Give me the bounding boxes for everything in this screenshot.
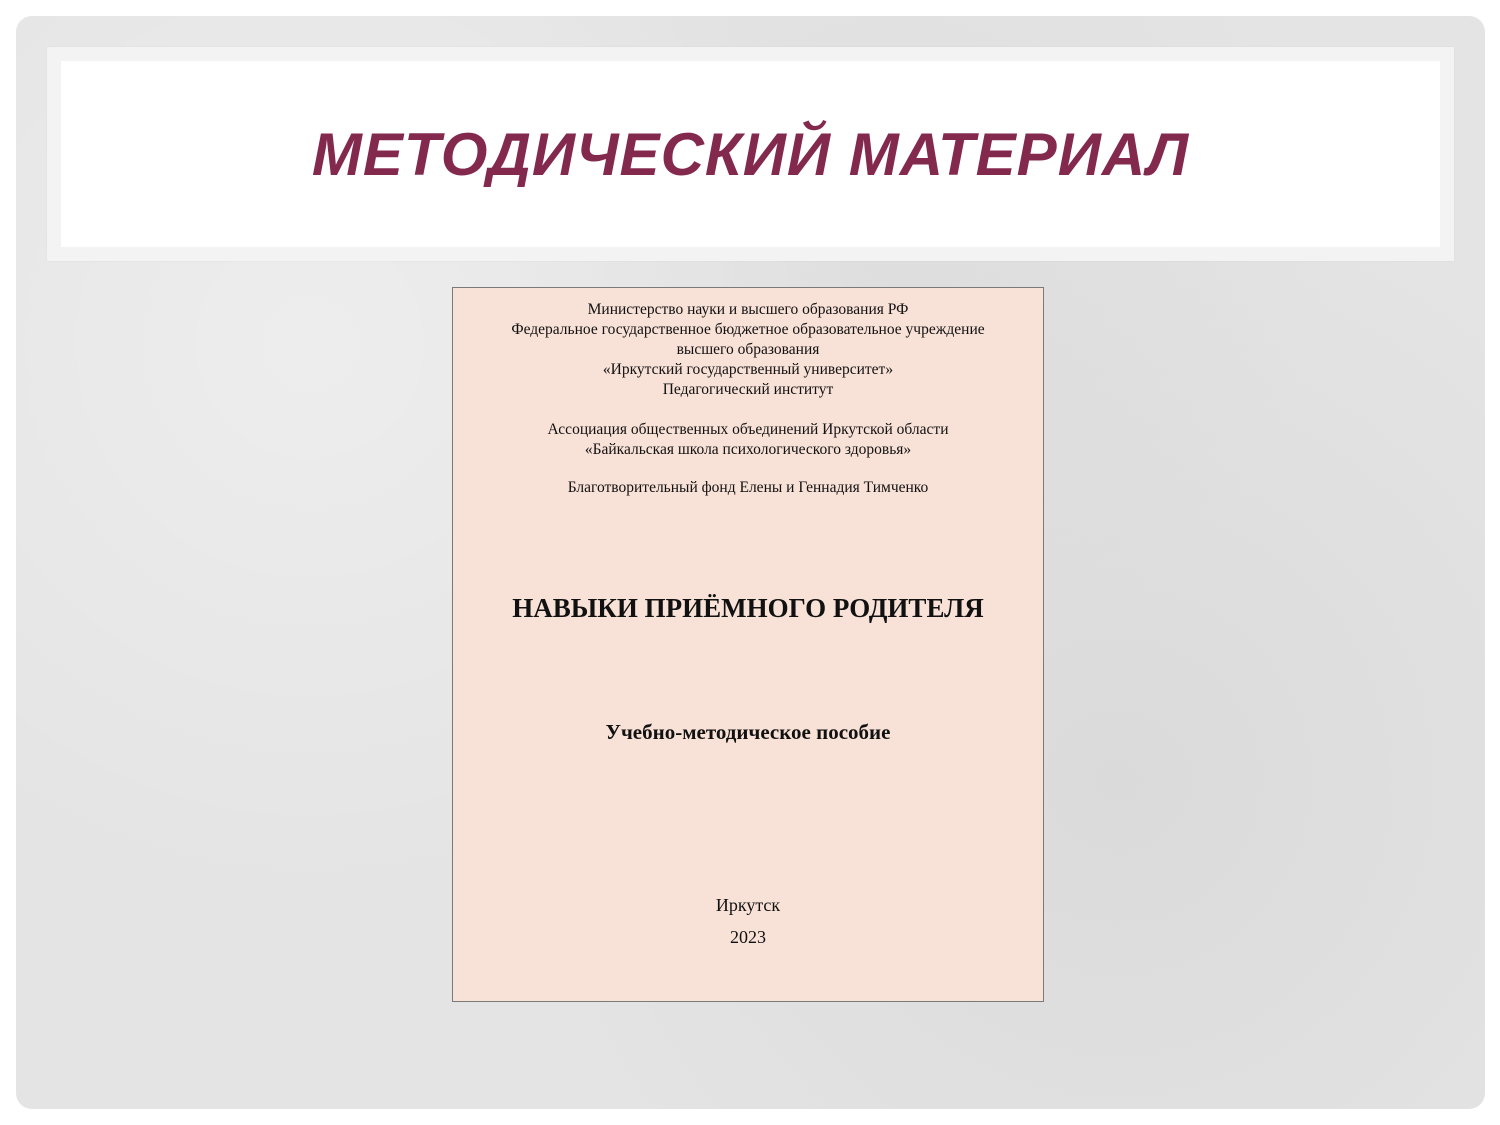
cover-subtitle: Учебно-методическое пособие: [605, 720, 891, 744]
cover-foundation-line: Благотворительный фонд Елены и Геннадия Тимченко: [567, 479, 929, 496]
cover-institution-line: Федеральное государственное бюджетное образовательное учреждение: [511, 321, 985, 338]
title-box: [61, 61, 1440, 247]
cover-university-line: «Иркутский государственный университет»: [602, 361, 894, 378]
title-frame: [47, 47, 1454, 261]
cover-ministry-line: Министерство науки и высшего образования РФ: [587, 301, 909, 318]
book-cover-image: [452, 287, 1044, 1002]
cover-school-line: «Байкальская школа психологического здоровья»: [584, 441, 912, 458]
slide: [16, 16, 1485, 1109]
cover-year: 2023: [730, 927, 766, 947]
cover-association-line: Ассоциация общественных объединений Иркутской области: [547, 421, 949, 438]
cover-book-title: НАВЫКИ ПРИЁМНОГО РОДИТЕЛЯ: [512, 593, 984, 623]
cover-city: Иркутск: [715, 895, 781, 915]
cover-institute-line: Педагогический институт: [662, 381, 834, 398]
slide-title: МЕТОДИЧЕСКИЙ МАТЕРИАЛ: [311, 120, 1190, 188]
cover-education-line: высшего образования: [676, 341, 820, 358]
